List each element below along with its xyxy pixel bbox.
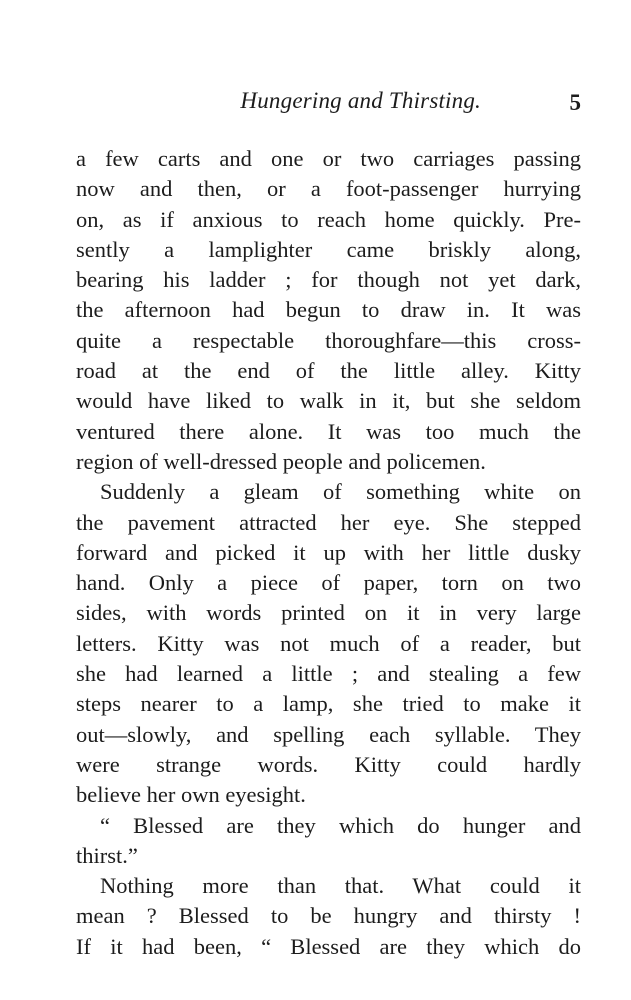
running-title: Hungering and Thirsting. <box>240 88 481 113</box>
text-line: the afternoon had begun to draw in. It was <box>76 297 581 323</box>
text-line: would have liked to walk in it, but she seldom <box>76 388 581 414</box>
text-line: If it had been, “ Blessed are they which do <box>76 933 581 959</box>
text-line: she had learned a little ; and stealing a few <box>76 661 581 687</box>
text-line: sides, with words printed on it in very large <box>76 600 581 626</box>
text-line: mean ? Blessed to be hungry and thirsty ! <box>76 903 581 929</box>
text-line: out—slowly, and spelling each syllable. They <box>76 721 581 747</box>
text-line: Nothing more than that. What could it <box>100 873 581 899</box>
text-line: ventured there alone. It was too much the <box>76 418 581 444</box>
text-line: on, as if anxious to reach home quickly. Pre- <box>76 206 581 232</box>
text-line: bearing his ladder ; for though not yet dark, <box>76 267 581 293</box>
text-line: letters. Kitty was not much of a reader, but <box>76 630 581 656</box>
text-line: forward and picked it up with her little dusky <box>76 539 581 565</box>
running-head <box>76 88 581 122</box>
page-number: 5 <box>569 90 581 115</box>
text-line: steps nearer to a lamp, she tried to make it <box>76 691 581 717</box>
text-line: road at the end of the little alley. Kitty <box>76 358 581 384</box>
text-line: believe her own eyesight. <box>76 782 306 808</box>
body-text <box>76 144 581 962</box>
text-line: thirst.” <box>76 842 138 868</box>
text-line: Suddenly a gleam of something white on <box>100 479 581 505</box>
text-line: sently a lamplighter came briskly along, <box>76 236 581 262</box>
text-line: hand. Only a piece of paper, torn on two <box>76 570 581 596</box>
text-line: the pavement attracted her eye. She stepped <box>76 509 581 535</box>
text-line: now and then, or a foot-passenger hurrying <box>76 176 581 202</box>
text-line: a few carts and one or two carriages passing <box>76 146 581 171</box>
text-line: quite a respectable thoroughfare—this cross- <box>76 327 581 353</box>
text-line: “ Blessed are they which do hunger and <box>100 812 581 838</box>
text-line: were strange words. Kitty could hardly <box>76 751 581 777</box>
text-line: region of well-dressed people and policemen. <box>76 448 486 474</box>
